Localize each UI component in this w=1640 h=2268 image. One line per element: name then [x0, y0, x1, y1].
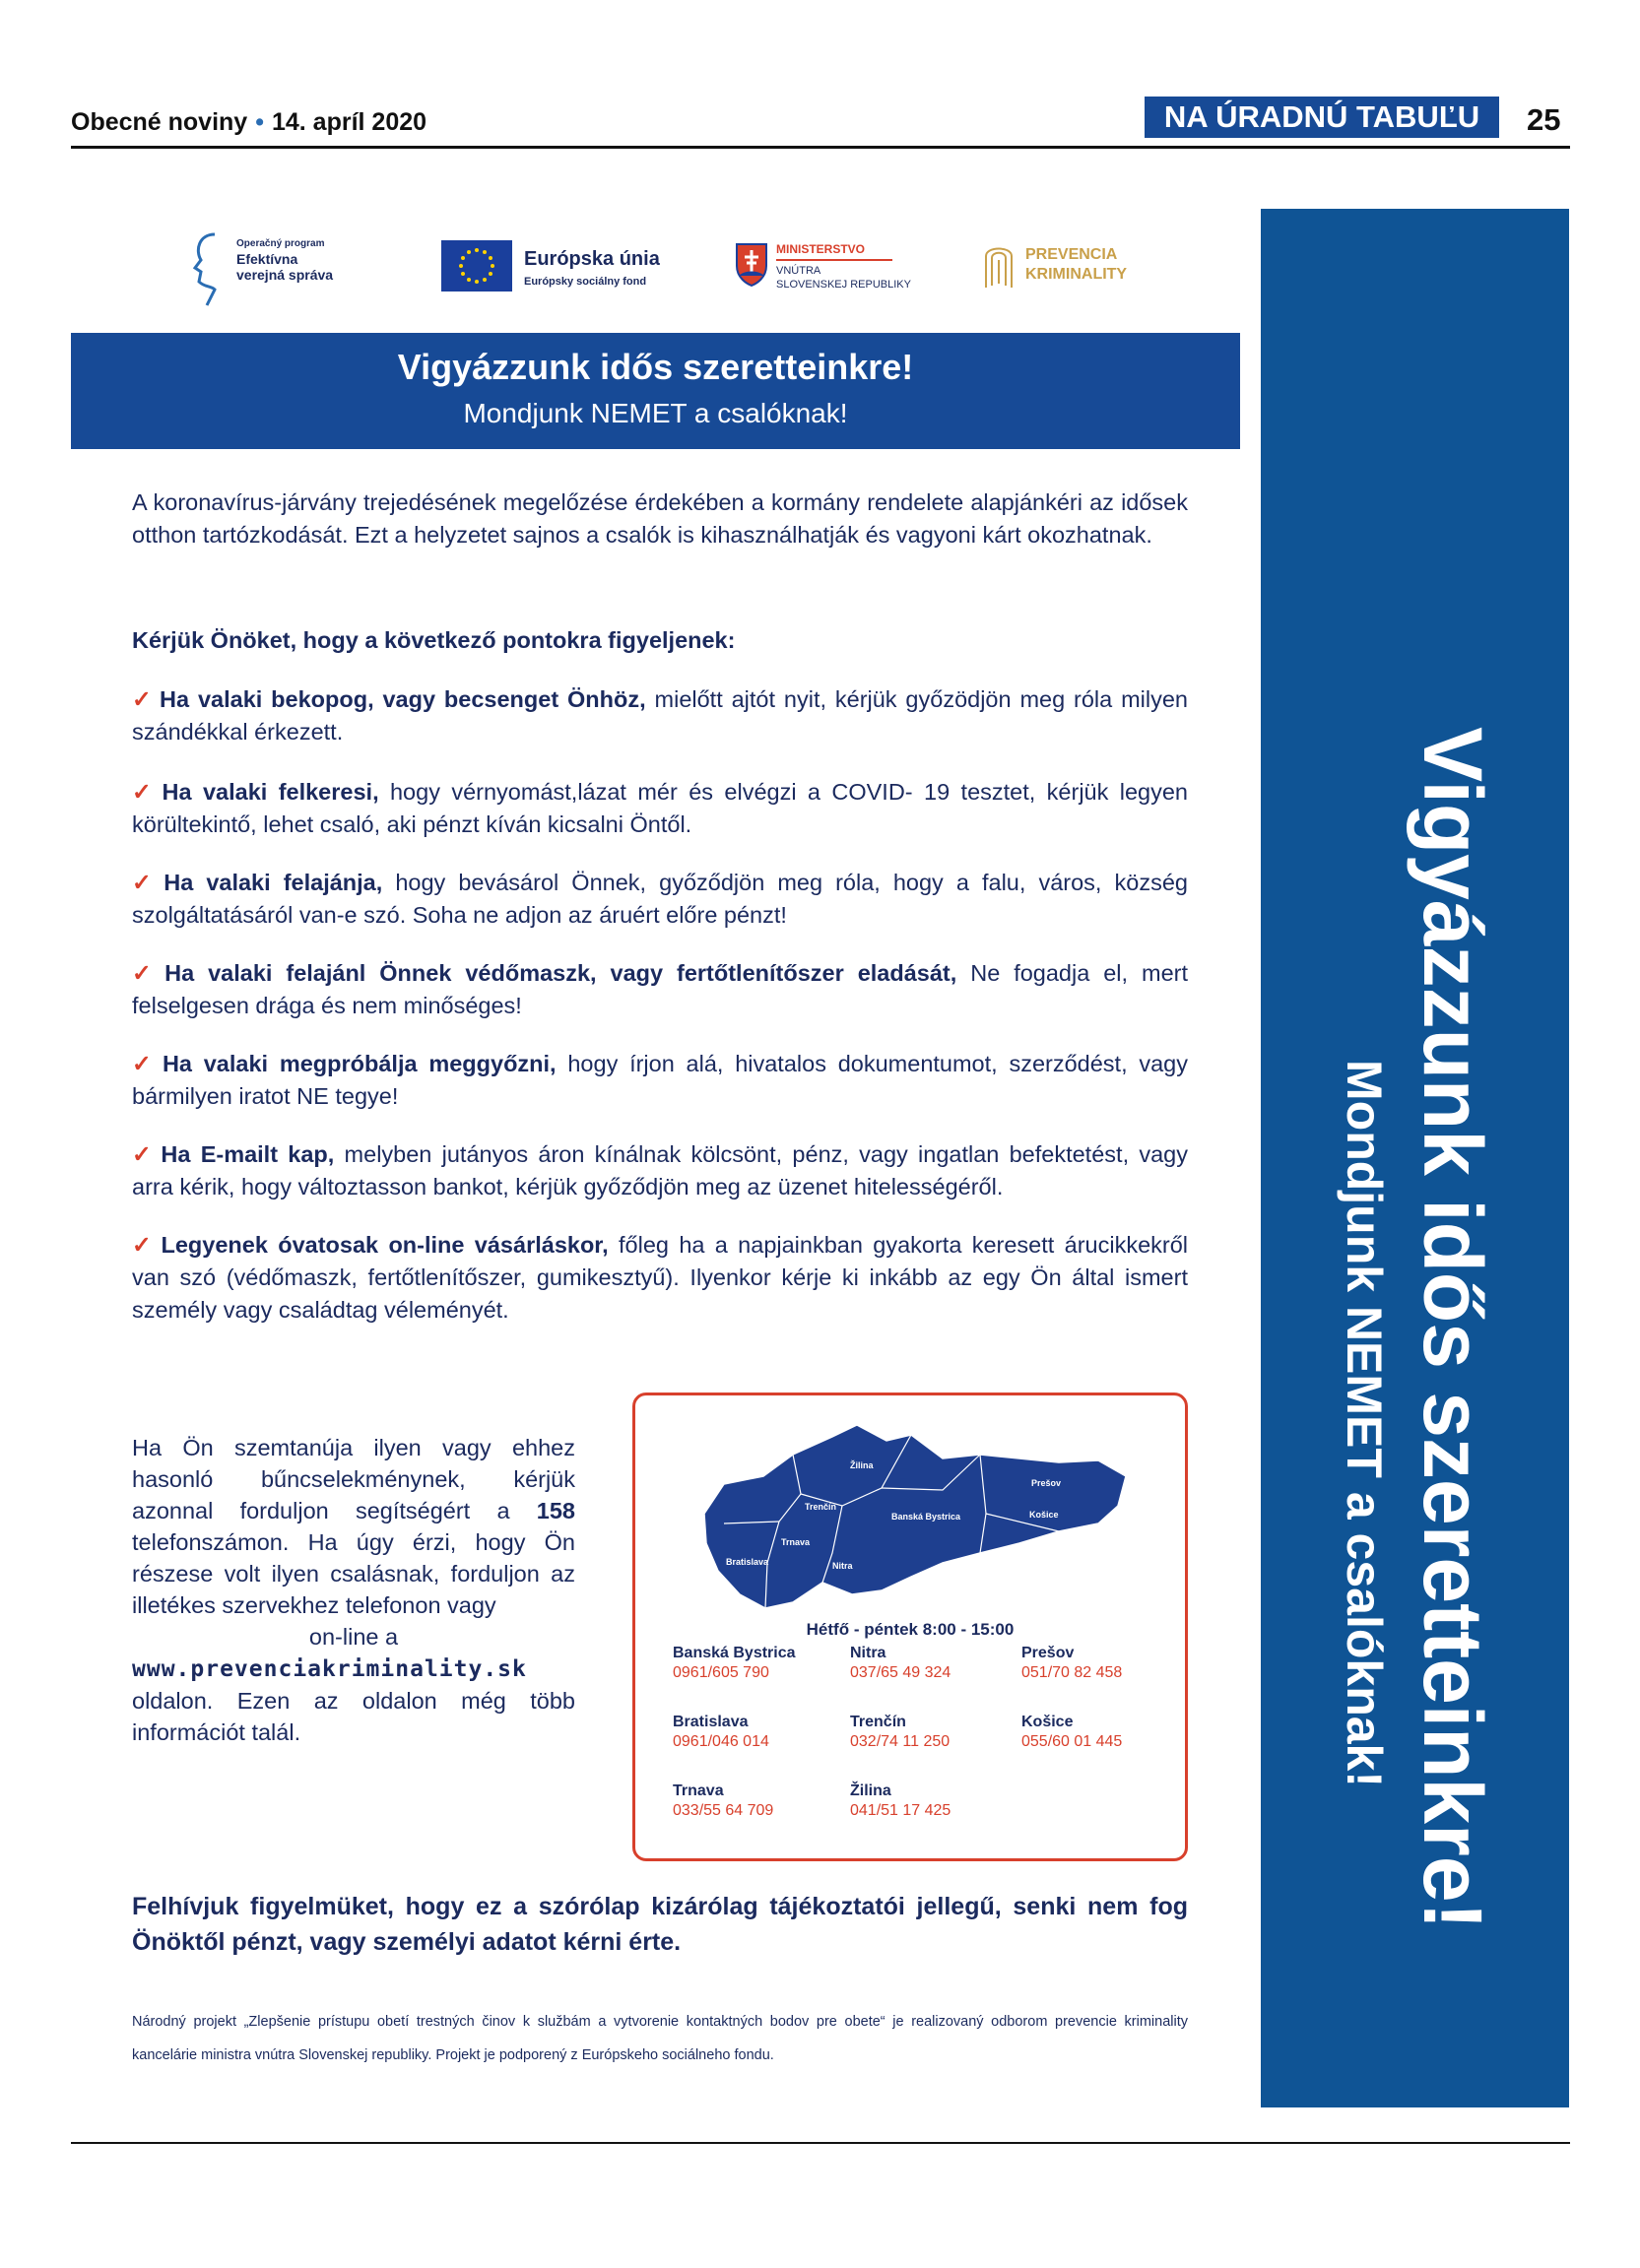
item-text: hogy írjon alá, hivatalos dokumentumot, szerződést, vagy bármilyen iratot NE tegye! [132, 1051, 1189, 1109]
title-band [71, 333, 1240, 449]
office-city: Trnava [673, 1782, 724, 1799]
list-item [132, 957, 1188, 1022]
check-icon: ✓ [132, 779, 157, 805]
item-text: hogy bevásárol Önnek, győződjön meg róla, hogy a falu, város, község szolgáltatásáról van-e szó. Soha ne adjon az áruért előre pénzt! [132, 870, 1188, 928]
fingerprint-icon [980, 238, 1017, 293]
ministry-logo [735, 228, 951, 307]
office-phone: 0961/046 014 [673, 1733, 769, 1750]
item-text: Ne fogadja el, mert felselgesen drága és nem minőséges! [132, 960, 1188, 1018]
list-item [132, 867, 1188, 932]
contact-text-end: oldalon. Ezen az oldalon még több információt talál. [132, 1688, 575, 1745]
check-icon: ✓ [132, 1141, 156, 1167]
map-label-presov: Prešov [1031, 1478, 1062, 1488]
eu-logo [441, 228, 668, 307]
list-item [132, 683, 1188, 748]
op-logo-line2: Efektívna [236, 251, 298, 267]
office-phone: 051/70 82 458 [1021, 1664, 1123, 1681]
project-footnote: Národný projekt „Zlepšenie prístupu obetí trestných činov k službám a vytvorenie kontaktných bodov pre obete“ je realizovaný odborom prevencie kriminality kancelárie ministra vnútra Slovenskej republiky. Projekt je podporený z Európskeho sociálneho fondu. [132, 2014, 1188, 2063]
ministry-line1: MINISTERSTVO [776, 242, 866, 256]
separator-dot: • [255, 108, 264, 136]
office-city: Košice [1021, 1714, 1074, 1730]
office-hours: Hétfő - péntek 8:00 - 15:00 [806, 1620, 1015, 1639]
publication-header [71, 108, 426, 137]
prevencia-logo [980, 228, 1177, 307]
item-bold: Legyenek óvatosak on-line vásárláskor, [161, 1232, 609, 1258]
map-label-nitra: Nitra [832, 1561, 853, 1571]
check-icon: ✓ [132, 686, 155, 712]
item-bold: Ha valaki bekopog, vagy becsenget Önhöz, [160, 686, 646, 712]
intro-paragraph: A koronavírus-járvány trejedésének megelőzése érdekében a kormány rendelete alapjánkéri az idősek otthon tartózkodását. Ezt a helyzetet sajnos a csalók is kihasználhatják és vagyoni kárt okozhatnak. [132, 489, 1188, 548]
item-text: melyben jutányos áron kínálnak kölcsönt, pénz, vagy ingatlan befektetést, vagy arra kérik, hogy változtasson bankot, kérjük győződjön meg az üzenet hitelességéről. [132, 1141, 1188, 1199]
office-phone: 055/60 01 445 [1021, 1733, 1123, 1750]
office-item [673, 1644, 796, 1683]
office-city: Prešov [1021, 1645, 1075, 1661]
office-city: Trenčín [850, 1714, 906, 1730]
item-text: hogy vérnyomást,lázat mér és elvégzi a COVID- 19 tesztet, kérjük legyen körültekintő, lehet csaló, aki pénzt kíván kicsalni Öntől. [132, 779, 1188, 837]
eu-flag-icon [441, 240, 512, 292]
list-item [132, 1229, 1188, 1327]
item-text: mielőtt ajtót nyit, kérjük győzödjön meg róla milyen szándékkal érkezett. [132, 686, 1188, 745]
office-item [850, 1713, 950, 1752]
slovakia-map [685, 1415, 1138, 1612]
op-logo-line1: Operačný program [236, 238, 325, 249]
map-label-zilina: Žilina [850, 1460, 874, 1470]
office-city: Bratislava [673, 1714, 749, 1730]
disclaimer-notice: Felhívjuk figyelmüket, hogy ez a szórólap kizárólag tájékoztatói jellegű, senki nem fog Önöktől pénzt, vagy személyi adatot kérni érte. [132, 1893, 1188, 1956]
office-phone: 041/51 17 425 [850, 1802, 951, 1819]
office-phone: 037/65 49 324 [850, 1664, 951, 1681]
office-city: Banská Bystrica [673, 1645, 796, 1661]
office-phone: 032/74 11 250 [850, 1733, 951, 1750]
contact-online: on-line a [308, 1624, 399, 1650]
side-banner-subtitle: Mondjunk NEMET a csalóknak! [1337, 1060, 1392, 1788]
op-logo-line3: verejná správa [236, 267, 334, 283]
list-item [132, 776, 1188, 841]
page-number: 25 [1527, 102, 1561, 137]
office-phone: 0961/605 790 [673, 1664, 769, 1681]
contact-map-box [632, 1393, 1188, 1861]
publication-name: Obecné noviny [71, 108, 248, 136]
map-label-trnava: Trnava [781, 1537, 811, 1547]
check-icon: ✓ [132, 870, 159, 895]
emergency-number: 158 [536, 1498, 575, 1523]
office-item [1021, 1644, 1122, 1683]
map-label-trencin: Trenčín [805, 1502, 837, 1512]
item-bold: Ha valaki felkeresi, [162, 779, 379, 805]
contact-text-after: telefonszámon. Ha úgy érzi, hogy Ön részese volt ilyen csalásnak, forduljon az illetékes szervekhez telefonon vagy [132, 1529, 575, 1618]
op-logo [185, 228, 372, 307]
publication-date: 14. apríl 2020 [271, 108, 427, 136]
check-icon: ✓ [132, 1051, 157, 1076]
list-item [132, 1048, 1188, 1113]
header-rule [71, 146, 1570, 149]
coat-of-arms-icon [735, 242, 768, 288]
list-item [132, 1138, 1188, 1203]
eu-name: Európska únia [524, 248, 660, 270]
office-city: Nitra [850, 1645, 886, 1661]
eu-fund: Európsky sociálny fond [524, 276, 647, 288]
ministry-line2: VNÚTRA [776, 265, 821, 277]
prevencia-line2: KRIMINALITY [1025, 266, 1128, 283]
band-subtitle: Mondjunk NEMET a csalóknak! [463, 398, 848, 428]
office-phone: 033/55 64 709 [673, 1802, 774, 1819]
office-item [850, 1644, 951, 1683]
footer-rule [71, 2142, 1570, 2144]
office-item [673, 1782, 773, 1821]
contact-paragraph [132, 1432, 575, 1748]
contact-text-before: Ha Ön szemtanúja ilyen vagy ehhez hasonló bűncselekménynek, kérjük azonnal forduljon segítségért a [132, 1435, 575, 1523]
side-banner-title: Vigyázzunk idős szeretteinkre! [1407, 726, 1499, 1930]
map-label-kosice: Košice [1029, 1510, 1059, 1520]
band-title: Vigyázzunk idős szeretteinkre! [397, 347, 914, 387]
office-item [850, 1782, 951, 1821]
item-bold: Ha valaki megpróbálja meggyőzni, [162, 1051, 557, 1076]
check-icon: ✓ [132, 1232, 156, 1258]
office-city: Žilina [850, 1782, 891, 1799]
item-bold: Ha valaki felajánl Önnek védőmaszk, vagy fertőtlenítőszer eladását, [164, 960, 957, 986]
check-icon: ✓ [132, 960, 160, 986]
map-label-bratislava: Bratislava [726, 1557, 769, 1567]
side-banner [1261, 209, 1569, 2107]
profile-head-icon [185, 228, 232, 307]
lead-sentence: Kérjük Önöket, hogy a következő pontokra figyeljenek: [132, 627, 736, 653]
item-bold: Ha E-mailt kap, [161, 1141, 335, 1167]
ministry-divider [776, 259, 892, 261]
section-tag: NA ÚRADNÚ TABUĽU [1145, 97, 1499, 138]
office-item [1021, 1713, 1122, 1752]
map-label-banska-bystrica: Banská Bystrica [891, 1512, 961, 1522]
prevencia-line1: PREVENCIA [1025, 246, 1118, 263]
item-text: főleg ha a napjainkban gyakorta keresett árucikkekről van szó (védőmaszk, fertőtlenítőszer, gumikesztyű). Ilyenkor kérje ki inkább az egy Ön által ismert személy vagy családtag véleményét. [132, 1232, 1189, 1323]
office-item [673, 1713, 769, 1752]
item-bold: Ha valaki felajánja, [164, 870, 383, 895]
website-url: www.prevenciakriminality.sk [132, 1656, 527, 1682]
ministry-line3: SLOVENSKEJ REPUBLIKY [776, 279, 911, 291]
